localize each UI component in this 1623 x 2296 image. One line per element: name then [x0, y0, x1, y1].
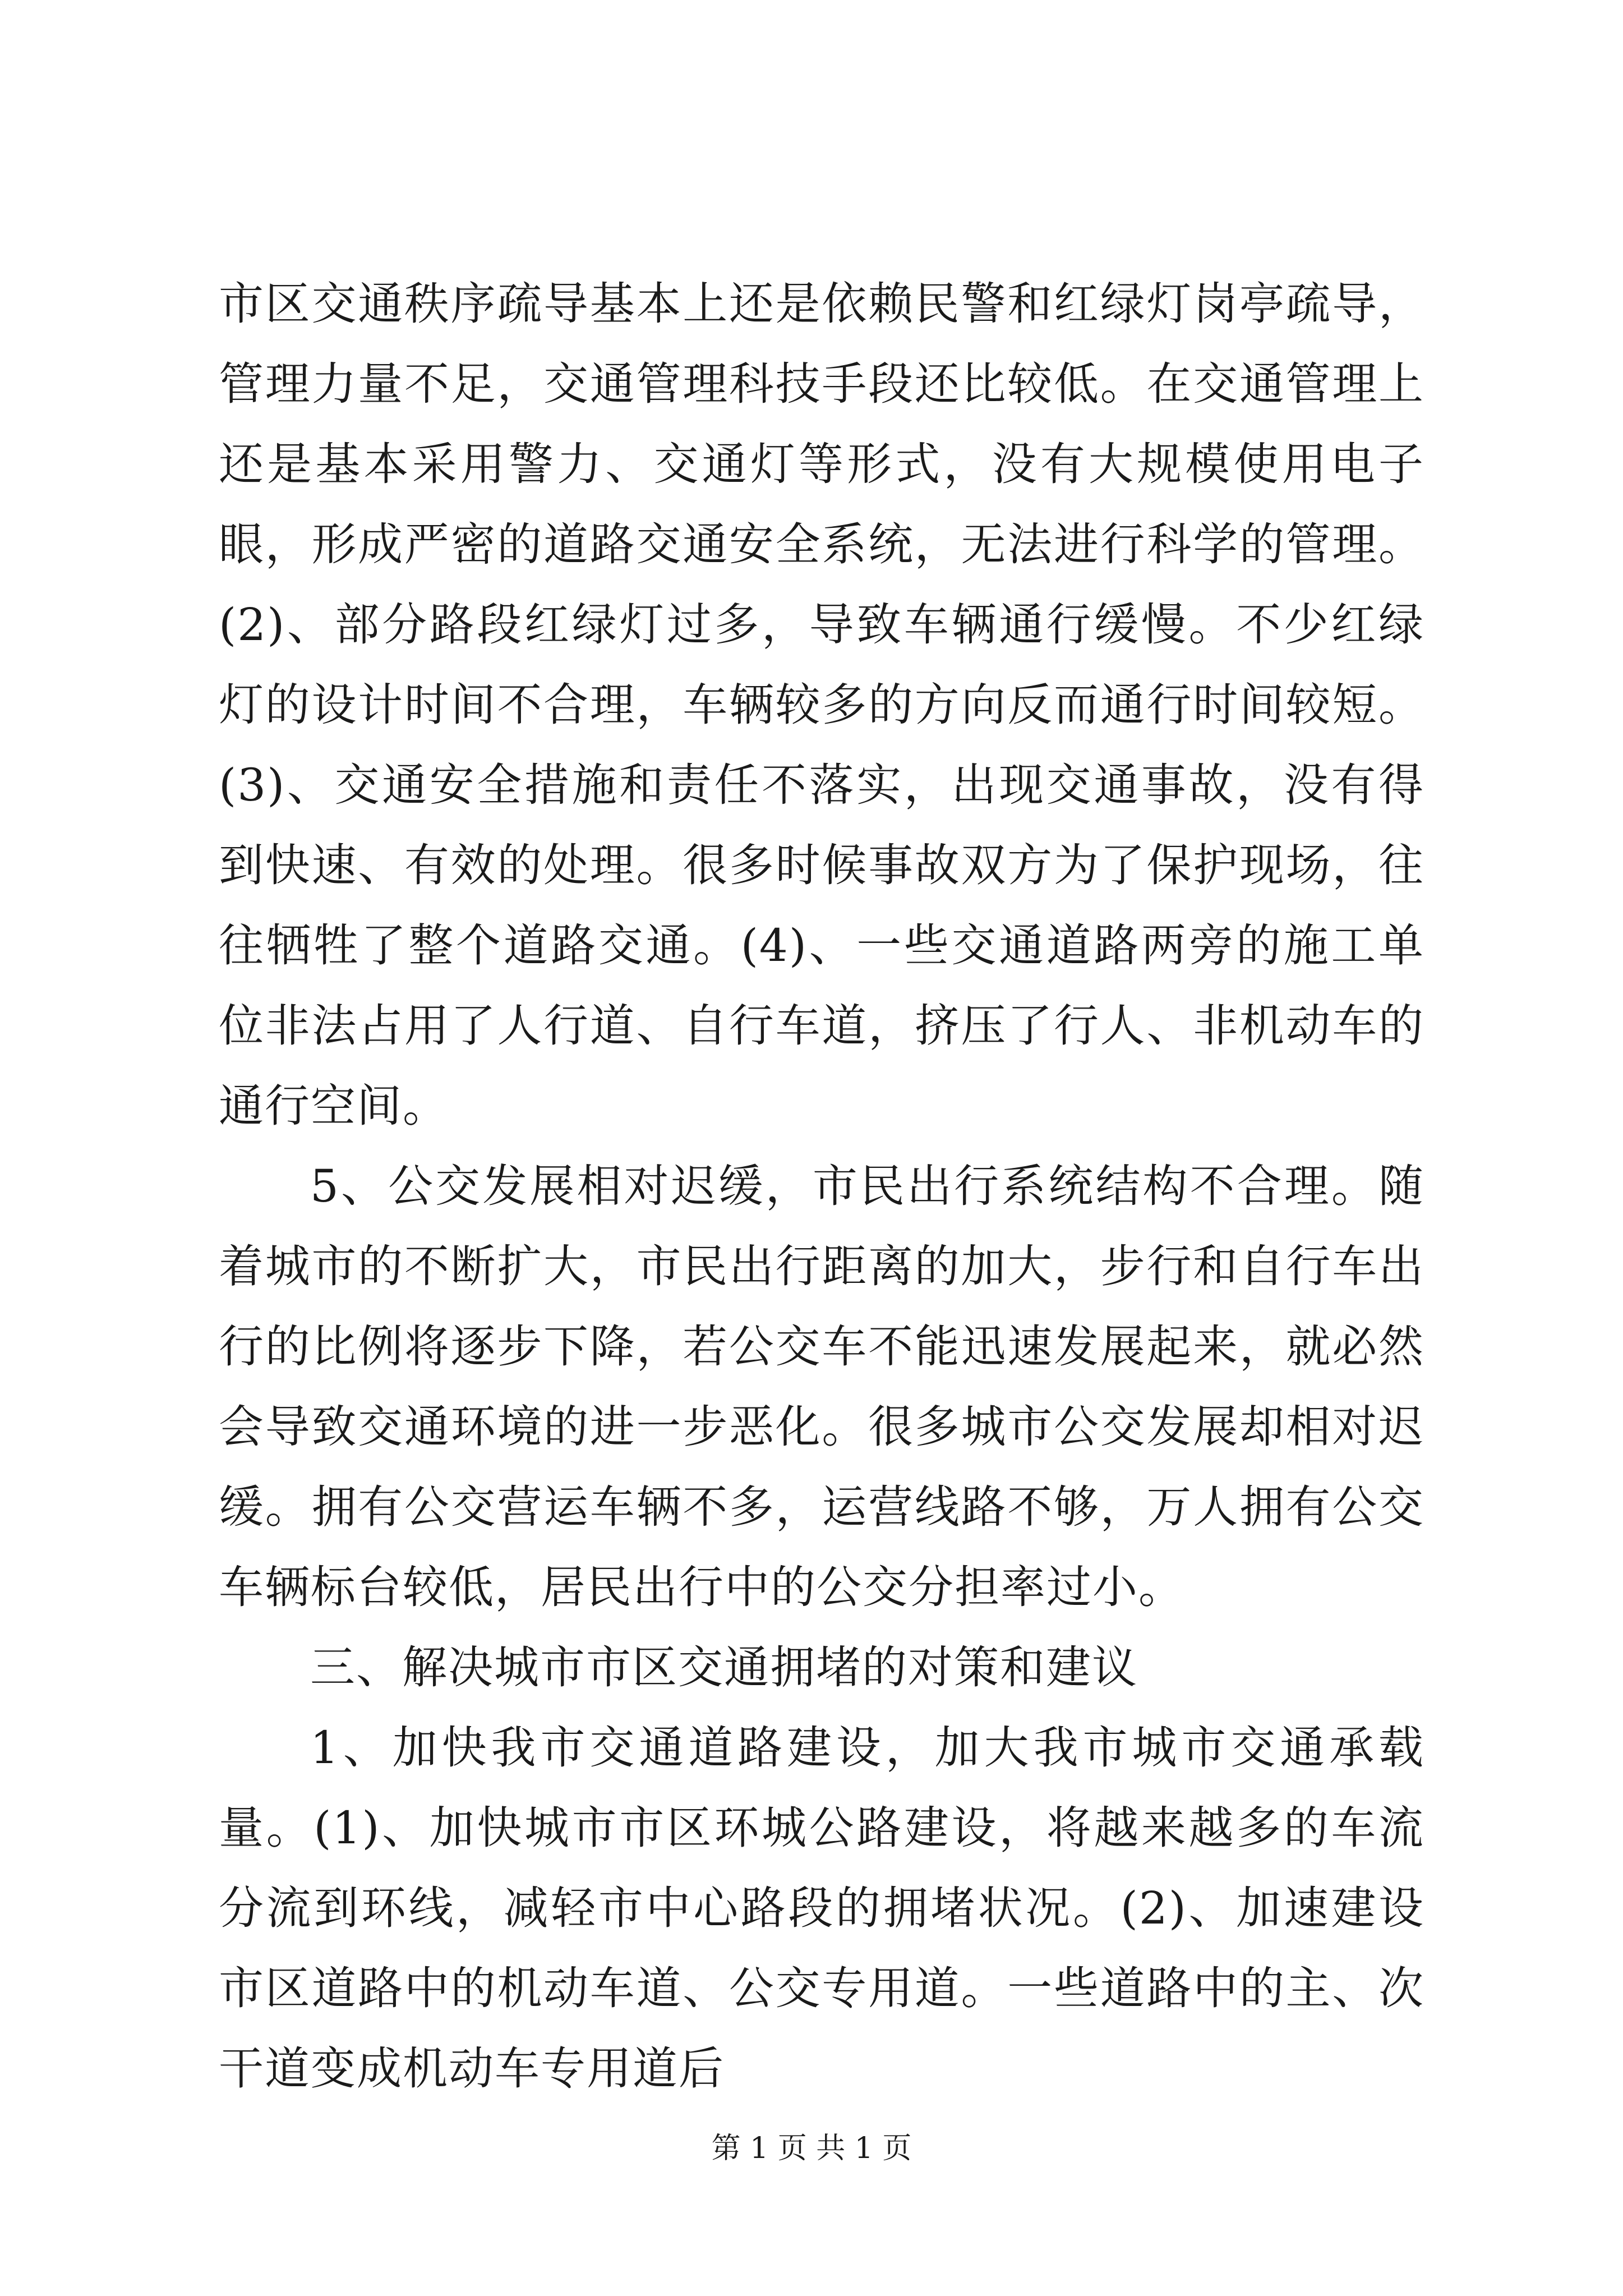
page-number-footer: 第 1 页 共 1 页 [711, 2132, 912, 2165]
paragraph-public-transport: 5、公交发展相对迟缓，市民出行系统结构不合理。随着城市的不断扩大，市民出行距离的加大，步行和自行车出行的比例将逐步下降，若公交车不能迅速发展起来，就必然会导致交通环境的进一步恶化。很多城市公交发展却相对迟缓。拥有公交营运车辆不多，运营线路不够，万人拥有公交车辆标台较低，居民出行中的公交分担率过小。 [219, 1160, 1424, 1613]
paragraph-road-construction: 1、加快我市交通道路建设，加大我市城市交通承载量。(1)、加快城市市区环城公路建设，将越来越多的车流分流到环线，减轻市中心路段的拥堵状况。(2)、加速建设市区道路中的机动车道、公交专用道。一些道路中的主、次干道变成机动车专用道后 [219, 1722, 1424, 2095]
section-heading-countermeasures: 三、解决城市市区交通拥堵的对策和建议 [310, 1641, 1138, 1694]
paragraph-traffic-management: 市区交通秩序疏导基本上还是依赖民警和红绿灯岗亭疏导，管理力量不足，交通管理科技手段还比较低。在交通管理上还是基本采用警力、交通灯等形式，没有大规模使用电子眼，形成严密的道路交通安全系统，无法进行科学的管理。(2)、部分路段红绿灯过多，导致车辆通行缓慢。不少红绿灯的设计时间不合理，车辆较多的方向反而通行时间较短。(3)、交通安全措施和责任不落实，出现交通事故，没有得到快速、有效的处理。很多时候事故双方为了保护现场，往往牺牲了整个道路交通。(4)、一些交通道路两旁的施工单位非法占用了人行道、自行车道，挤压了行人、非机动车的通行空间。 [219, 278, 1424, 1132]
document-body [219, 264, 1424, 2109]
